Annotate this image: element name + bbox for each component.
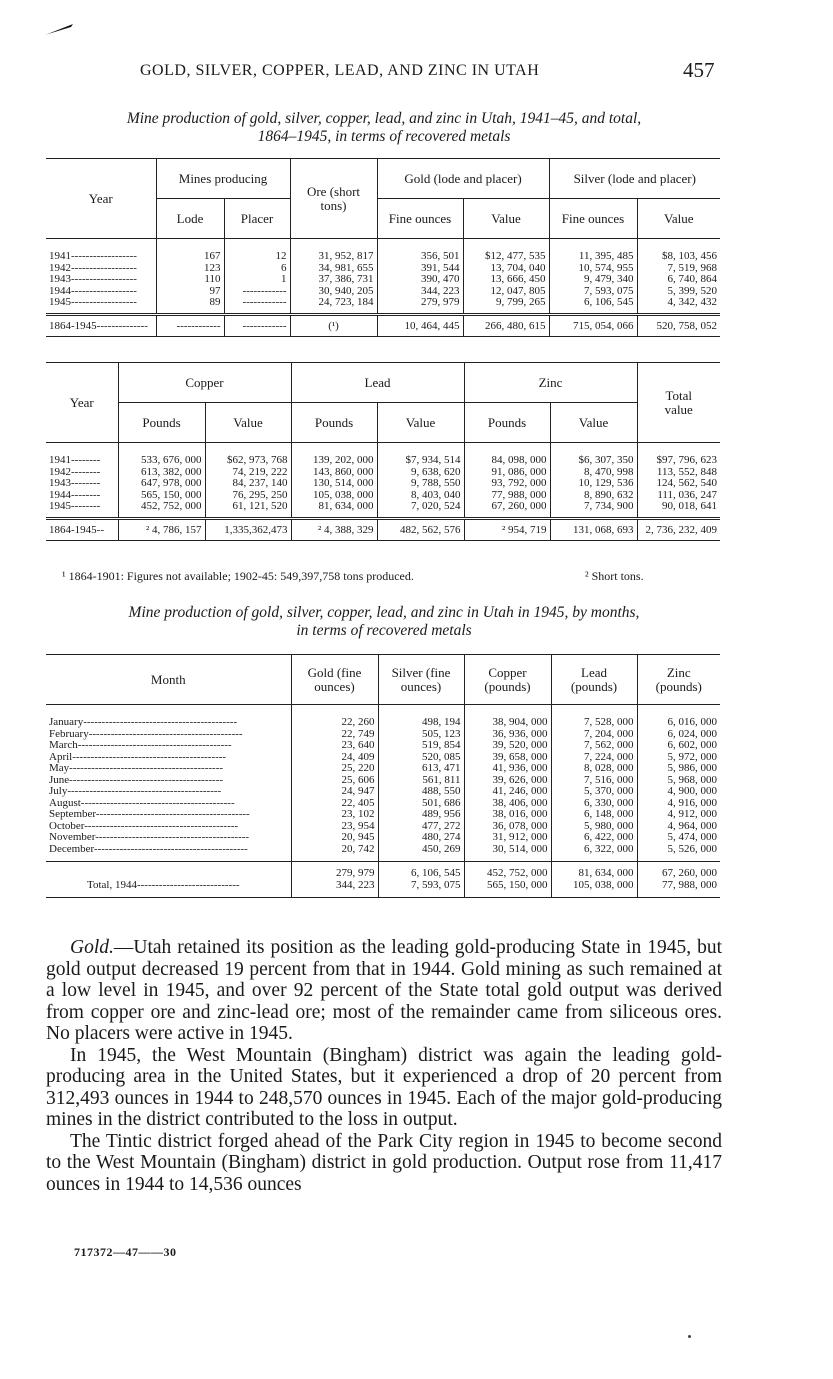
footnote-2: ² Short tons. <box>585 569 644 583</box>
table1-caption-line1: Mine production of gold, silver, copper, lead, and zinc in Utah, 1941–45, and total, <box>126 110 642 127</box>
total-value-values: $97, 796, 623 113, 552, 848 124, 562, 540 111, 036, 247 90, 018, 641 <box>637 443 720 519</box>
totals-label: Total, 1944---------------------------- <box>87 878 240 891</box>
table3-caption-line1: Mine production of gold, silver, copper, lead, and zinc in Utah in 1945, by months, <box>128 604 640 621</box>
col-mines-producing: Mines producing <box>156 159 290 199</box>
total-lead-lb: ² 4, 388, 329 <box>291 518 377 540</box>
col-lead: Lead (pounds) <box>551 655 637 705</box>
col-gold-oz: Fine ounces <box>377 199 463 239</box>
col-copper: Copper (pounds) <box>464 655 551 705</box>
page-number: 457 <box>683 58 715 82</box>
zinc-value-values: $6, 307, 350 8, 470, 998 10, 129, 536 8, 890, 632 7, 734, 900 <box>550 443 637 519</box>
running-title: GOLD, SILVER, COPPER, LEAD, AND ZINC IN UTAH <box>140 62 540 79</box>
table1-caption <box>46 110 722 146</box>
year-column: 1941------------------ 1942------------------ 1943------------------ 1944------------------ 1945------------------ <box>49 250 137 308</box>
col-zinc-lb: Pounds <box>464 403 550 443</box>
total-gold-value: 266, 480, 615 <box>463 314 549 336</box>
total-total-value: 2, 736, 232, 409 <box>637 518 720 540</box>
total-zinc-lb: ² 954, 719 <box>464 518 550 540</box>
table-row-totals <box>46 862 720 898</box>
total-ore: (¹) <box>290 314 377 336</box>
col-year: Year <box>46 159 156 239</box>
col-ore: Ore (short tons) <box>290 159 377 239</box>
col-lead: Lead <box>291 363 464 403</box>
col-silver-oz: Fine ounces <box>549 199 637 239</box>
table-row-total: 1864-1945-------------- ------------ ------------ (¹) 10, 464, 445 266, 480, 615 715, 054, 066 520, 758, 052 <box>46 314 720 336</box>
total-copper-value: 1,335,362,473 <box>205 518 291 540</box>
month-column: January------------------------------------------ February------------------------------------------ March------------------------------------------ April------------------------------------------ May------------------------------------------ June------------------------------------------ July------------------------------------------ August------------------------------------------ September------------------------------------------ October------------------------------------------ November------------------------------------------ December------------------------------------------ <box>49 716 250 855</box>
col-year: Year <box>46 363 118 443</box>
total-silver-value: 520, 758, 052 <box>637 314 720 336</box>
zinc-monthly-values: 6, 016, 000 6, 024, 000 6, 602, 000 5, 972, 000 5, 986, 000 5, 968, 000 4, 900, 000 4, 916, 000 4, 912, 000 4, 964, 000 5, 474, 000 5, 526, 000 <box>637 705 720 862</box>
gold-value-values: $12, 477, 535 13, 704, 040 13, 666, 450 12, 047, 805 9, 799, 265 <box>463 239 549 315</box>
table3-caption-line2: in terms of recovered metals <box>296 622 472 639</box>
total-label: 1864-1945-- <box>49 523 104 536</box>
table2-copper-lead-zinc <box>46 362 720 541</box>
gold-heading: Gold. <box>70 937 114 958</box>
col-zinc: Zinc <box>464 363 637 403</box>
lead-totals: 81, 634, 000 105, 038, 000 <box>551 862 637 898</box>
total-copper-lb: ² 4, 786, 157 <box>118 518 205 540</box>
gold-totals: 279, 979 344, 223 <box>291 862 378 898</box>
table-row <box>46 239 720 315</box>
table3-caption <box>46 604 722 640</box>
col-zinc: Zinc (pounds) <box>637 655 720 705</box>
silver-totals: 6, 106, 545 7, 593, 075 <box>378 862 464 898</box>
print-code: 717372—47——30 <box>74 1245 177 1259</box>
lead-lb-values: 139, 202, 000 143, 860, 000 130, 514, 000 105, 038, 000 81, 634, 000 <box>291 443 377 519</box>
lead-monthly-values: 7, 528, 000 7, 204, 000 7, 562, 000 7, 224, 000 8, 028, 000 7, 516, 000 5, 370, 000 6, 330, 000 6, 148, 000 5, 980, 000 6, 422, 000 6, 322, 000 <box>551 705 637 862</box>
col-gold: Gold (lode and placer) <box>377 159 549 199</box>
table1-caption-line2: 1864–1945, in terms of recovered metals <box>257 128 511 145</box>
silver-oz-values: 11, 395, 485 10, 574, 955 9, 479, 340 7, 593, 075 6, 106, 545 <box>549 239 637 315</box>
gold-oz-values: 356, 501 391, 544 390, 470 344, 223 279, 979 <box>377 239 463 315</box>
zinc-lb-values: 84, 098, 000 91, 086, 000 93, 792, 000 77, 988, 000 67, 260, 000 <box>464 443 550 519</box>
col-copper-lb: Pounds <box>118 403 205 443</box>
col-gold-value: Value <box>463 199 549 239</box>
corner-mark-icon <box>44 22 74 36</box>
lead-value-values: $7, 934, 514 9, 638, 620 9, 788, 550 8, 403, 040 7, 020, 524 <box>377 443 464 519</box>
gold-monthly-values: 22, 260 22, 749 23, 640 24, 409 25, 220 25, 606 24, 947 22, 405 23, 102 23, 954 20, 945 20, 742 <box>291 705 378 862</box>
table1-gold-silver <box>46 158 720 337</box>
col-silver-value: Value <box>637 199 720 239</box>
col-placer: Placer <box>224 199 290 239</box>
col-copper-value: Value <box>205 403 291 443</box>
paragraph-tintic: The Tintic district forged ahead of the Park City region in 1945 to become second to the West Mountain (Bingham) district in gold production. Output rose from 11,417 ounces in 1944 to 14,536 ounces <box>46 1130 722 1195</box>
zinc-totals: 67, 260, 000 77, 988, 000 <box>637 862 720 898</box>
lode-values: 167 123 110 97 89 <box>156 239 224 315</box>
col-lead-value: Value <box>377 403 464 443</box>
total-zinc-value: 131, 068, 693 <box>550 518 637 540</box>
col-gold: Gold (fine ounces) <box>291 655 378 705</box>
footnote-1: ¹ 1864-1901: Figures not available; 1902-45: 549,397,758 tons produced. <box>62 569 414 583</box>
copper-lb-values: 533, 676, 000 613, 382, 000 647, 978, 000 565, 150, 000 452, 752, 000 <box>118 443 205 519</box>
year-column: 1941-------- 1942-------- 1943-------- 1944-------- 1945-------- <box>49 454 101 512</box>
col-lead-lb: Pounds <box>291 403 377 443</box>
table3-monthly-production <box>46 654 720 898</box>
copper-value-values: $62, 973, 768 74, 219, 222 84, 237, 140 76, 295, 250 61, 121, 520 <box>205 443 291 519</box>
speck-mark <box>688 1335 691 1338</box>
col-lode: Lode <box>156 199 224 239</box>
body-text <box>46 937 722 1195</box>
col-total-value: Total value <box>637 363 720 443</box>
total-label: 1864-1945-------------- <box>49 319 148 332</box>
table-row-total <box>46 518 720 540</box>
col-zinc-value: Value <box>550 403 637 443</box>
col-silver: Silver (fine ounces) <box>378 655 464 705</box>
silver-value-values: $8, 103, 456 7, 519, 968 6, 740, 864 5, 399, 520 4, 342, 432 <box>637 239 720 315</box>
silver-monthly-values: 498, 194 505, 123 519, 854 520, 085 613, 471 561, 811 488, 550 501, 686 489, 956 477, 272 480, 274 450, 269 <box>378 705 464 862</box>
placer-values: 12 6 1 ------------ ------------ <box>224 239 290 315</box>
total-silver-oz: 715, 054, 066 <box>549 314 637 336</box>
col-silver: Silver (lode and placer) <box>549 159 720 199</box>
ore-values: 31, 952, 817 34, 981, 655 37, 386, 731 30, 940, 205 24, 723, 184 <box>290 239 377 315</box>
copper-totals: 452, 752, 000 565, 150, 000 <box>464 862 551 898</box>
paragraph-bingham: In 1945, the West Mountain (Bingham) district was again the leading gold-producing area in the United States, but it experienced a drop of 20 percent from 312,493 ounces in 1944 to 248,570 ounces in 1945. Each of the major gold-producing mines in the district contributed to the loss in output. <box>46 1044 722 1130</box>
table-row <box>46 705 720 862</box>
table-row <box>46 443 720 519</box>
paragraph-gold: Gold.—Utah retained its position as the leading gold-producing State in 1945, but gold output decreased 19 percent from that in 1944. Gold mining as such remained at a low level in 1945, and over 92 percent of the State total gold output was derived from copper ore and zinc-lead ore; most of the remainder came from siliceous ores. No placers were active in 1945. <box>46 937 722 1044</box>
copper-monthly-values: 38, 904, 000 36, 936, 000 39, 520, 000 39, 658, 000 41, 936, 000 39, 626, 000 41, 246, 000 38, 406, 000 38, 016, 000 36, 078, 000 31, 912, 000 30, 514, 000 <box>464 705 551 862</box>
col-month: Month <box>150 671 186 687</box>
total-gold-oz: 10, 464, 445 <box>377 314 463 336</box>
total-lead-value: 482, 562, 576 <box>377 518 464 540</box>
col-copper: Copper <box>118 363 291 403</box>
